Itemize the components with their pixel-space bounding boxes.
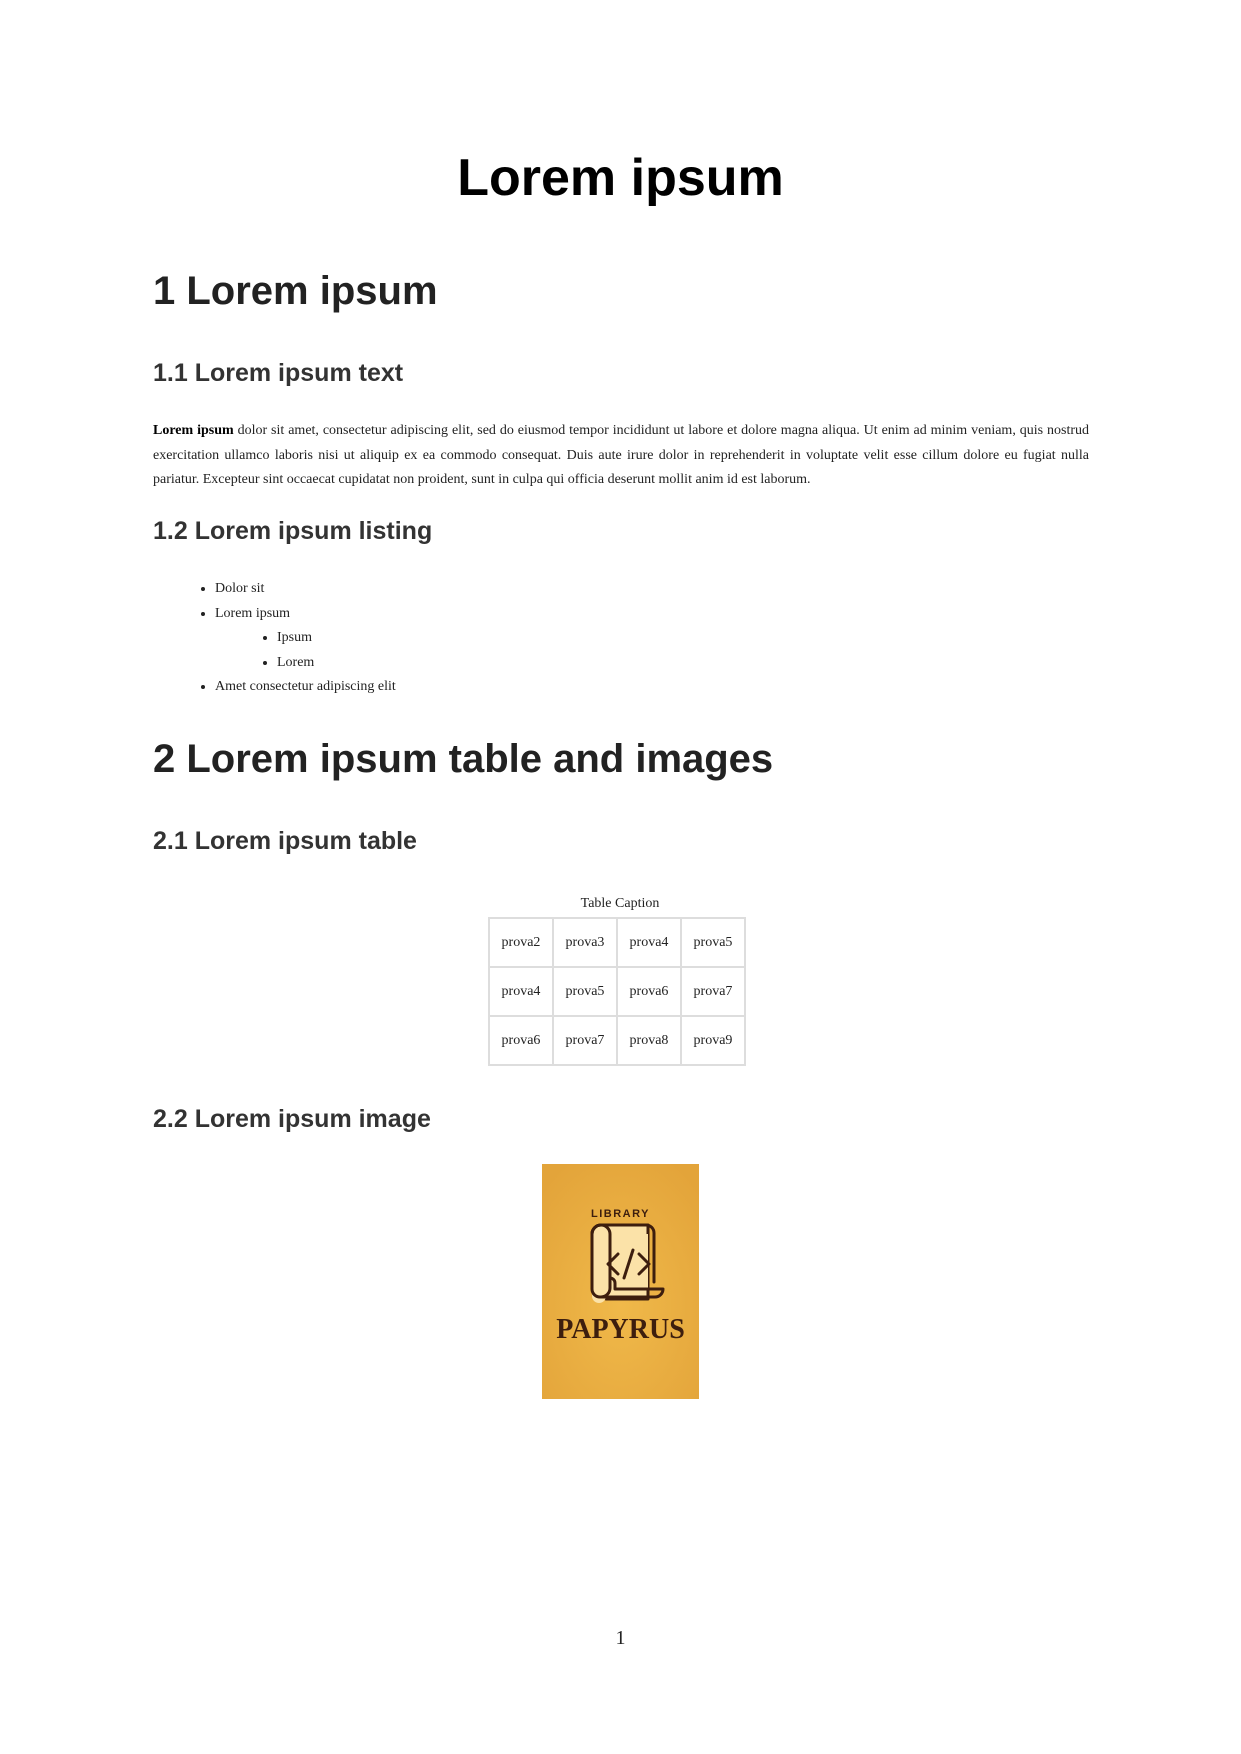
table-cell: prova9: [681, 1016, 745, 1065]
table-cell: prova6: [617, 967, 681, 1016]
table-cell: prova5: [553, 967, 617, 1016]
page-number: 1: [615, 1627, 626, 1649]
table-caption: Table Caption: [580, 896, 660, 911]
lorem-paragraph: [153, 419, 1089, 493]
table-row: [489, 918, 745, 967]
subsection-heading-1-1: 1.1 Lorem ipsum text: [153, 359, 404, 387]
subsection-heading-1-2: 1.2 Lorem ipsum listing: [153, 517, 433, 545]
table-cell: prova4: [489, 967, 553, 1016]
paragraph-body: dolor sit amet, consectetur adipiscing elit, sed do eiusmod tempor incididunt ut labore et dolore magna aliqua. Ut enim ad minim veniam, quis nostrud exercitation ullamco laboris nisi ut aliquip ex ea commodo consequat. Duis aute irure dolor in reprehenderit in voluptate velit esse cillum dolore eu fugiat nulla pariatur. Excepteur sint occaecat cupidatat non proident, sunt in culpa qui officia deserunt mollit anim id est laborum.: [153, 423, 1090, 487]
nested-list-item: • Lorem: [277, 651, 815, 676]
subsection-heading-2-1: 2.1 Lorem ipsum table: [153, 827, 417, 855]
table-cell: prova7: [553, 1016, 617, 1065]
list-item-label: Lorem ipsum: [215, 605, 291, 621]
data-table: [488, 917, 746, 1066]
table-cell: prova8: [617, 1016, 681, 1065]
paragraph-bold-lead: Lorem ipsum: [153, 423, 234, 438]
table-cell: prova4: [617, 918, 681, 967]
table-cell: prova7: [681, 967, 745, 1016]
nested-bullet-list: [215, 626, 815, 675]
document-title: Lorem ipsum: [457, 149, 784, 207]
papyrus-library-image: [542, 1164, 699, 1399]
list-item: [215, 602, 815, 676]
list-item: • Amet consectetur adipiscing elit: [215, 675, 815, 700]
section-heading-2: 2 Lorem ipsum table and images: [153, 737, 774, 781]
papyrus-label: PAPYRUS: [556, 1314, 685, 1345]
table-row: [489, 1016, 745, 1065]
bullet-list: [153, 577, 815, 700]
table-cell: prova6: [489, 1016, 553, 1065]
table-cell: prova2: [489, 918, 553, 967]
table-cell: prova3: [553, 918, 617, 967]
papyrus-logo: [542, 1164, 699, 1399]
library-label: LIBRARY: [591, 1208, 650, 1220]
table-cell: prova5: [681, 918, 745, 967]
section-heading-1: 1 Lorem ipsum: [153, 269, 438, 313]
nested-list-item: • Ipsum: [277, 626, 815, 651]
subsection-heading-2-2: 2.2 Lorem ipsum image: [153, 1105, 431, 1133]
table-row: [489, 967, 745, 1016]
list-item: • Dolor sit: [215, 577, 815, 602]
